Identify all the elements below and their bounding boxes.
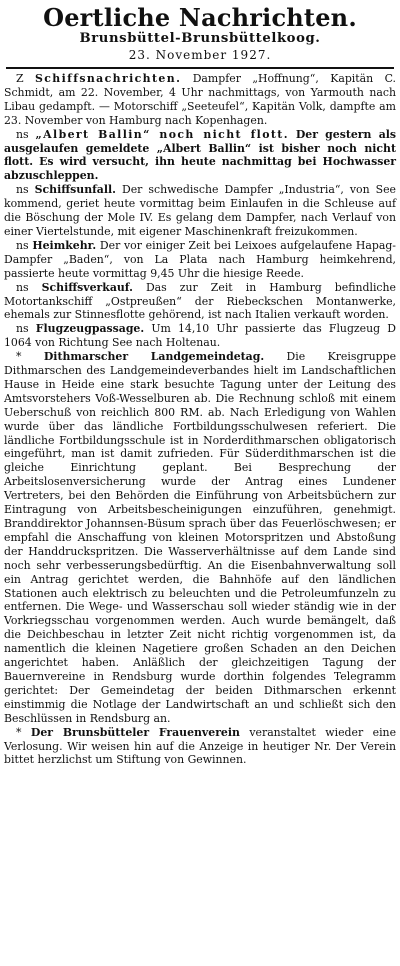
newspaper-page bbox=[4, 0, 396, 767]
article-mark: ns bbox=[16, 127, 29, 141]
masthead bbox=[4, 4, 396, 64]
article-heading: Flugzeugpassage. bbox=[35, 322, 145, 336]
article-heading: „Albert Ballin“ noch nicht flott. bbox=[35, 127, 289, 141]
article-schiffsverkauf bbox=[4, 281, 396, 323]
header-rule bbox=[6, 67, 394, 69]
article-body: Der schwedische Dampfer „Industria“, von See kommend, geriet heute vormittag beim Einlaufen in die Schleuse auf die Böschung der Mole IV. Es gelang dem Dampfer, nach Verlauf von einer Viertelstunde, mit eigener Maschinenkraft freizukommen. bbox=[4, 183, 396, 238]
article-heading: Schiffsnachrichten. bbox=[35, 72, 182, 85]
article-heading: Der Brunsbütteler Frauenverein bbox=[30, 725, 240, 739]
article-mark: ns bbox=[16, 238, 29, 252]
section-title: Oertliche Nachrichten. bbox=[43, 3, 357, 32]
article-heading: Schiffsverkauf. bbox=[41, 280, 133, 294]
article-mark: Z bbox=[16, 72, 24, 85]
article-heimkehr bbox=[4, 239, 396, 281]
article-mark: * bbox=[16, 350, 22, 364]
section-subtitle: Brunsbüttel-Brunsbüttelkoog. bbox=[79, 31, 321, 46]
article-body: Um 14,10 Uhr passierte das Flugzeug D 1064 von Richtung See nach Holtenau. bbox=[4, 322, 396, 350]
article-mark: * bbox=[16, 725, 22, 739]
article-body: Die Kreisgruppe Dithmarschen des Landgemeindeverbandes hielt im Landschaftlichen Hause in Heide eine stark besuchte Tagung unter der Leitung des Amtsvorstehers Voß-Wesselburen ab. Die Rechnung schloß mit einem Ueberschuß von reichlich 800 RM. ab. Nach Erledigung von Wahlen wurde über das ländliche Fortbildungsschulwesen referiert. Die ländliche Fortbildungsschule ist in Norderdithmarschen obligatorisch eingeführt, man ist damit zufrieden. Für Süderdithmarschen ist die gleiche Einrichtung geplant. Bei Besprechung der Arbeitslosenversicherung wurde der Antrag eines Lundener Vertreters, bei den Behörden die Einführung von Arbeitsbüchern zur Eintragung von Arbeitsbescheinigungen einzuführen, genehmigt. Branddirektor Johannsen-Büsum sprach über das Feuerlöschwesen; er empfahl die Anschaffung von kleinen Motorspritzen und Abstoßung der Handdruckspritzen. Die Wasserverhältnisse auf dem Lande sind noch sehr verbesserungsbedürftig. An die Eisenbahnverwaltung soll ein Antrag gerichtet werden, die Bahnhöfe auf den ländlichen Stationen auch elektrisch zu beleuchten und die Petroleumfunzeln zu entfernen. Die Wege- und Wasserschau soll wieder ständig wie in der Vorkriegsschau vorgenommen werden. Auch wurde bemängelt, daß die Deichbeschau in letzter Zeit nicht richtig vorgenommen ist, da namentlich die kleinen Nagetiere großen Schaden an den Deichen angerichtet haben. Anläßlich der gleichzeitigen Tagung der Bauernvereine in Rendsburg wurde dorthin folgendes Telegramm gerichtet: Der Gemeindetag der beiden Dithmarschen erkennt einstimmig die Notlage der Landwirtschaft an und schließt sich den Beschlüssen in Rendsburg an. bbox=[4, 350, 397, 725]
article-body: Der vor einiger Zeit bei Leixoes aufgelaufene Hapag-Dampfer „Baden“, von La Plata nach Hamburg heimkehrend, passierte heute vormittag 9,45 Uhr die hiesige Reede. bbox=[4, 238, 396, 280]
article-body: Das zur Zeit in Hamburg befindliche Motortankschiff „Ostpreußen“ der Riebeckschen Montanwerke, ehemals zur Stinnesflotte gehörend, ist nach Italien verkauft worden. bbox=[4, 280, 396, 322]
article-flugzeugpassage bbox=[4, 322, 396, 350]
article-heading: Dithmarscher Landgemeindetag. bbox=[43, 350, 265, 364]
article-heading: Schiffsunfall. bbox=[34, 183, 116, 197]
dateline: 23. November 1927. bbox=[128, 48, 272, 62]
article-body: veranstaltet wieder eine Verlosung. Wir weisen hin auf die Anzeige in heutiger Nr. Der Verein bittet herzlichst um Stiftung von Gewinnen. bbox=[4, 725, 397, 767]
article-body: Dampfer „Hoffnung“, Kapitän C. Schmidt, am 22. November, 4 Uhr nachmittags, von Yarmouth nach Libau gedampft. — Motorschiff „Seeteufel“, Kapitän Volk, dampfte am 23. November von Hamburg nach Kopenhagen. bbox=[4, 72, 396, 127]
news-column bbox=[4, 72, 396, 767]
article-heading: Heimkehr. bbox=[32, 238, 97, 252]
article-mark: ns bbox=[16, 280, 29, 294]
article-schiffsnachrichten bbox=[4, 72, 396, 128]
article-frauenverein bbox=[4, 726, 396, 768]
article-schiffsunfall bbox=[4, 183, 396, 239]
article-albert-ballin bbox=[4, 128, 396, 184]
article-mark: ns bbox=[16, 322, 29, 336]
article-landgemeindetag bbox=[4, 350, 396, 725]
article-mark: ns bbox=[16, 183, 29, 197]
article-body: Der gestern als ausgelaufen gemeldete „Albert Ballin“ ist bisher noch nicht flott. Es wird versucht, ihn heute nachmittag bei Hochwasser abzuschleppen. bbox=[4, 127, 397, 183]
